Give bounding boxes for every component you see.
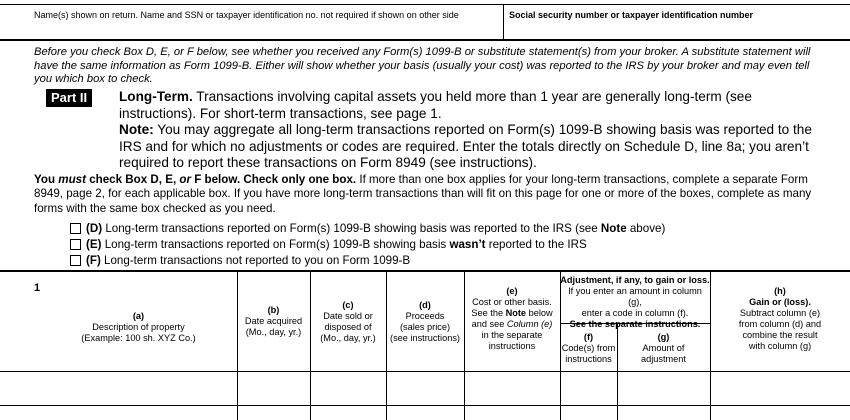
must-rest: If more than one box applies for your long-term transactions, complete a separate Form 8949, page 2, for each applicable box. If you have more long-term transactions than will fit on this page for one or more of the boxes, complete as many forms with the same box checked as you need.: [34, 173, 812, 215]
box-f-letter: (F): [86, 254, 101, 267]
checkbox-f[interactable]: [70, 255, 81, 266]
col-c-header: [310, 300, 386, 344]
box-e-wasnt: wasn’t: [449, 238, 486, 251]
box-e-end: reported to the IRS: [485, 238, 587, 251]
checkbox-row-d: [70, 221, 665, 237]
box-d-note: Note: [600, 222, 627, 235]
col-c-letter: (c): [342, 300, 354, 310]
box-e-text: Long-term transactions reported on Form(s) 1099-B showing basis: [101, 238, 450, 251]
col-g-l2: adjustment: [641, 354, 686, 364]
broker-instructions: Before you check Box D, E, or F below, see whether you received any Form(s) 1099-B or substitute statement(s) from your broker. A substitute statement will have the same information as Form 1099-B. Either will show whether your basis (usually your cost) was reported to the IRS by your broker and may even tell you which box to check.: [34, 46, 811, 85]
col-h-l1: Gain or (loss).: [749, 297, 811, 307]
adjust-l4: See the separate instructions.: [569, 319, 701, 329]
col-f-l1: Code(s) from: [561, 343, 616, 353]
col-divider-bc: [310, 272, 311, 420]
header-row-rule: [0, 371, 850, 372]
col-c-l3: (Mo., day, yr.): [320, 333, 376, 343]
box-d-end: above): [626, 222, 666, 235]
col-a-l2: (Example: 100 sh. XYZ Co.): [81, 333, 196, 343]
col-e-l4: in the separate: [481, 330, 543, 340]
col-e-l2c: below: [526, 308, 553, 318]
entry-description-cell[interactable]: [34, 373, 236, 404]
table-top-rule: [0, 270, 850, 272]
must-word: must: [58, 173, 86, 186]
top-rule: [0, 4, 850, 5]
entry-adjustment-cell[interactable]: [619, 373, 709, 404]
col-divider-ab: [237, 272, 238, 420]
part-badge: Part II: [46, 89, 92, 107]
col-e-header: [464, 286, 560, 352]
row-rule-1: [0, 405, 850, 406]
col-h-l3: from column (d) and: [738, 319, 822, 329]
col-d-l3: (see instructions): [390, 333, 460, 343]
col-h-header: [710, 286, 850, 352]
entry-proceeds-cell[interactable]: [388, 373, 463, 404]
col-e-l5: instructions: [488, 341, 536, 351]
col-e-l2b: Note: [505, 308, 527, 318]
col-b-l2: (Mo., day, yr.): [245, 327, 302, 337]
col-c-l2: disposed of: [324, 322, 372, 332]
entry-cost-cell[interactable]: [466, 373, 559, 404]
col-divider-cd: [386, 272, 387, 420]
box-f-text: Long-term transactions not reported to you on Form 1099-B: [100, 254, 411, 267]
col-f-letter: (f): [583, 332, 594, 342]
col-d-l2: (sales price): [399, 322, 451, 332]
checkbox-d[interactable]: [70, 223, 81, 234]
part-heading: [119, 89, 809, 122]
must-you: You: [34, 173, 59, 186]
col-e-l3a: and see: [471, 319, 507, 329]
col-f-header: [560, 332, 617, 365]
checkbox-row-e: [70, 237, 587, 253]
must-check-box: check Box D, E,: [85, 173, 180, 186]
col-e-l3b: Column (e): [506, 319, 553, 329]
note-text: You may aggregate all long-term transactions reported on Form(s) 1099-B showing basis was reported to the IRS and for which no adjustments or codes are required. Enter the totals directly on Schedule D, line 8a; you aren’t required to report these transactions on Form 8949 (see instructions).: [119, 122, 812, 170]
part-note: [119, 122, 814, 172]
names-field[interactable]: [34, 22, 500, 39]
col-a-l1: Description of property: [92, 322, 185, 332]
col-h-l4: combine the result: [742, 330, 818, 340]
col-g-l1: Amount of: [642, 343, 685, 353]
col-e-l2a: See the: [471, 308, 506, 318]
col-g-letter: (g): [657, 332, 670, 342]
must-or: or: [179, 173, 191, 186]
col-d-header: [386, 300, 464, 344]
col-h-letter: (h): [774, 286, 786, 296]
ssn-label: Social security number or taxpayer identification number: [509, 10, 754, 20]
col-c-l1: Date sold or: [323, 311, 373, 321]
box-e-letter: (E): [86, 238, 102, 251]
ssn-field[interactable]: [506, 22, 846, 39]
adjust-l1: Adjustment, if any, to gain or loss.: [560, 275, 710, 285]
note-label: Note:: [119, 122, 154, 137]
line-number: 1: [34, 282, 41, 294]
col-d-l1: Proceeds: [405, 311, 445, 321]
col-e-l1: Cost or other basis.: [472, 297, 552, 307]
adjust-l2: If you enter an amount in column (g),: [568, 286, 702, 307]
col-b-letter: (b): [267, 305, 280, 315]
box-d-text: Long-term transactions reported on Form(s) 1099-B showing basis was reported to the IRS (see: [102, 222, 601, 235]
box-d-letter: (D): [86, 222, 103, 235]
names-label: Name(s) shown on return. Name and SSN or taxpayer identification no. not required if shown on other side: [34, 10, 459, 20]
entry-date-sold-cell[interactable]: [312, 373, 385, 404]
col-a-header: [40, 311, 237, 344]
col-g-header: [617, 332, 710, 365]
col-b-l1: Date acquired: [244, 316, 303, 326]
entry-code-cell[interactable]: [562, 373, 616, 404]
must-check-instructions: [34, 173, 834, 216]
entry-gain-cell[interactable]: [712, 373, 848, 404]
entry-date-acquired-cell[interactable]: [239, 373, 309, 404]
col-h-l2: Subtract column (e): [739, 308, 821, 318]
adjust-l3: enter a code in column (f).: [581, 308, 689, 318]
part-title: Long-Term.: [119, 89, 193, 104]
col-f-l2: instructions: [565, 354, 612, 364]
adjustment-header: [560, 275, 710, 330]
checkbox-e[interactable]: [70, 239, 81, 250]
header-bottom-rule: [0, 39, 850, 41]
header-divider: [503, 4, 504, 40]
col-a-letter: (a): [132, 311, 145, 321]
must-f-below: F below. Check only one box.: [191, 173, 357, 186]
part-title-rest: Transactions involving capital assets you held more than 1 year are generally long-term (see instructions). For short-term transactions, see page 1.: [119, 89, 752, 121]
col-e-letter: (e): [506, 286, 518, 296]
checkbox-row-f: [70, 253, 410, 269]
col-h-l5: with column (g): [748, 341, 812, 351]
col-b-header: [237, 305, 310, 338]
col-d-letter: (d): [419, 300, 431, 310]
